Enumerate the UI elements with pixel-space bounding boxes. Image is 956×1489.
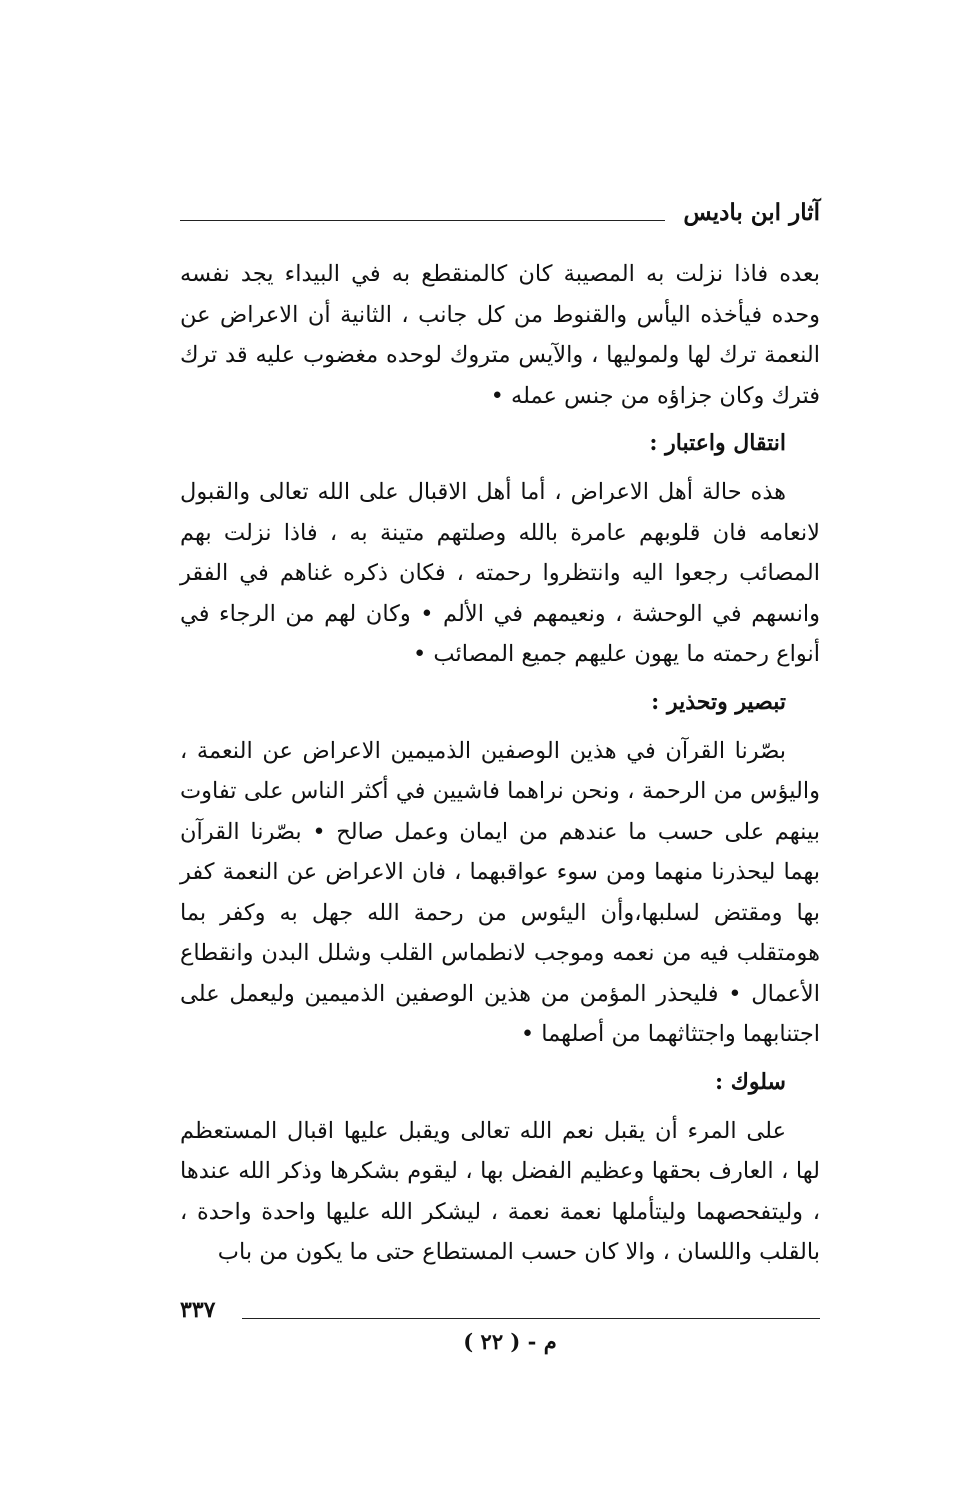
section-heading-warning: تبصير وتحذير : xyxy=(651,688,786,715)
header-rule xyxy=(180,220,665,221)
signature-mark: م - ( ٢٢ ) xyxy=(463,1329,557,1354)
footer-rule xyxy=(242,1318,820,1319)
section-paragraph-warning: بصّرنا القرآن في هذين الوصفين الذميمين الاعراض عن النعمة ، واليؤس من الرحمة ، ونحن نراهما فاشيين في أكثر الناس على تفاوت بينهم على حسب ما عندهم من ايمان وعمل صالح • بصّرنا القرآن بهما ليحذرنا منهما ومن سوء عواقبهما ، فان الاعراض عن النعمة كفر بها ومقتض لسلبها،وأن اليئوس من رحمة الله جهل به وكفر بما هومتقلب فيه من نعمه وموجب لانطماس القلب وشلل البدن وانقطاع الأعمال • فليحذر المؤمن من هذين الوصفين الذميمين وليعمل على اجتنابهما واجتثاثهما من أصلهما • xyxy=(180,737,820,1047)
book-title: آثار ابن باديس xyxy=(683,199,820,226)
section-paragraph-transition: هذه حالة أهل الاعراض ، أما أهل الاقبال على الله تعالى والقبول لانعامه فان قلوبهم عامرة بالله وصلتهم متينة به ، فاذا نزلت بهم المصائب رجعوا اليه وانتظروا رحمته ، فكان ذكره غناهم في الفقر وانسهم في الوحشة ، ونعيمهم في الألم • وكان لهم من الرجاء في أنواع رحمته ما يهون عليهم جميع المصائب • xyxy=(180,479,820,667)
page-body xyxy=(180,254,820,1273)
page-footer xyxy=(180,1296,820,1366)
section-heading-conduct: سلوك : xyxy=(715,1068,786,1095)
page-number: ٣٣٧ xyxy=(180,1297,216,1323)
running-header xyxy=(180,196,820,236)
intro-paragraph: بعده فاذا نزلت به المصيبة كان كالمنقطع به في البيداء يجد نفسه وحده فيأخذه اليأس والقنوط من كل جانب ، الثانية أن الاعراض عن النعمة ترك لها ولموليها ، والآيس متروك لوحده مغضوب عليه قد ترك فترك وكان جزاؤه من جنس عمله • xyxy=(180,261,820,409)
section-heading-transition: انتقال واعتبار : xyxy=(649,430,786,456)
section-paragraph-conduct: على المرء أن يقبل نعم الله تعالى ويقبل عليها اقبال المستعظم لها ، العارف بحقها وعظيم الفضل بها ، ليقوم بشكرها وذكر الله عندها ، وليتفحصهما وليتأملها نعمة نعمة ، ليشكر الله عليها واحدة واحدة ، بالقلب واللسان ، والا كان حسب المستطاع حتى ما يكون من باب xyxy=(180,1117,820,1265)
